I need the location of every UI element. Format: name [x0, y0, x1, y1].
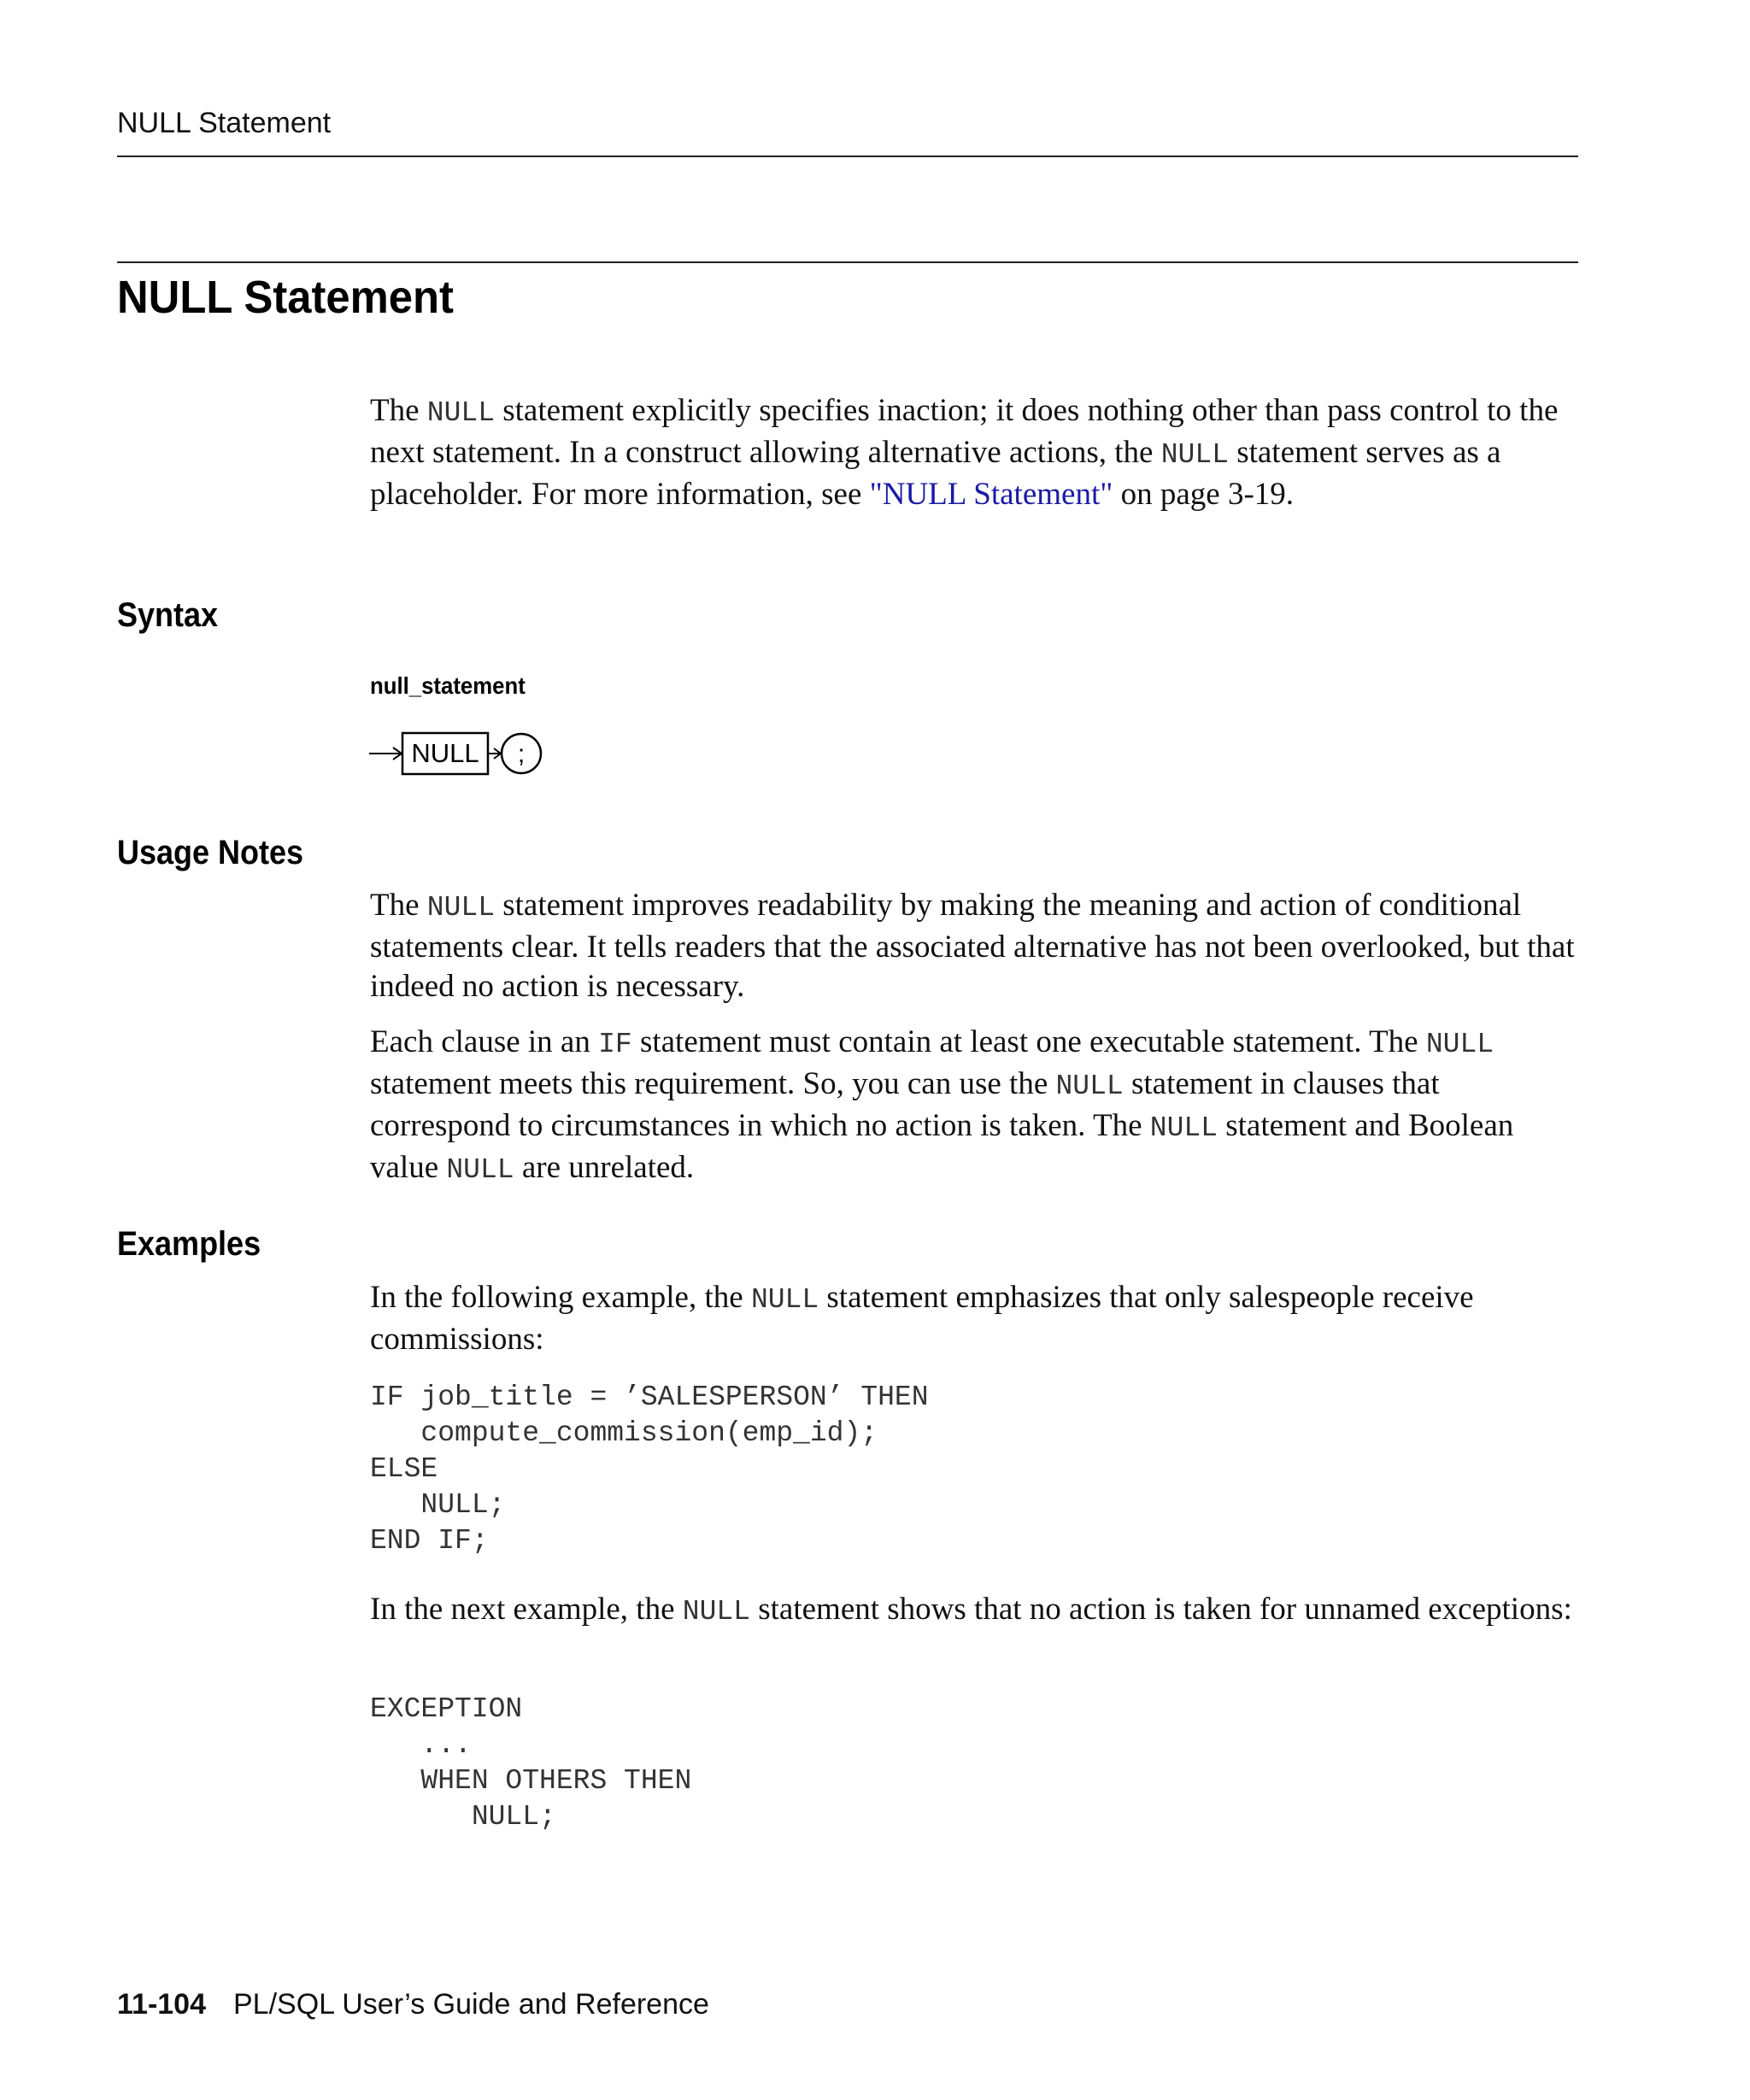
page-footer: [117, 1987, 709, 2021]
usage-notes-heading: Usage Notes: [117, 834, 304, 871]
connector-arrow: [488, 748, 501, 759]
semicolon-terminator: ;: [517, 740, 526, 768]
inline-code: NULL: [1160, 439, 1229, 471]
inline-code: NULL: [426, 397, 495, 429]
intro-paragraph: The NULL statement explicitly specifies inaction; it does nothing other than pass control to the next statement. In a construct allowing alternative actions, the NULL statement serves as a placeholder. For more information, see "NULL Statement" on page 3-19.: [370, 393, 1559, 512]
page-title: NULL Statement: [117, 272, 454, 323]
inline-code: NULL: [682, 1596, 750, 1628]
usage-notes-paragraph-2: Each clause in an IF statement must contain at least one executable statement. The NULL statement meets this requirement. So, you can use the NULL statement in clauses that correspond to circumstances in which no action is taken. The NULL statement and Boolean value NULL are unrelated.: [370, 1024, 1514, 1186]
inline-code: NULL: [426, 892, 495, 924]
running-header: NULL Statement: [117, 107, 332, 139]
null-keyword: NULL: [411, 738, 479, 768]
book-title: PL/SQL User’s Guide and Reference: [233, 1988, 709, 2021]
examples-paragraph-1: In the following example, the NULL statement emphasizes that only salespeople receive commissions:: [370, 1280, 1474, 1357]
usage-notes-paragraph-1: The NULL statement improves readability by making the meaning and action of conditional statements clear. It tells readers that the associated alternative has not been overlooked, but that indeed no action is necessary.: [370, 888, 1575, 1004]
code-example-2: EXCEPTION ... WHEN OTHERS THEN NULL;: [370, 1693, 692, 1833]
examples-heading: Examples: [117, 1225, 261, 1263]
inline-code: NULL: [1149, 1112, 1218, 1144]
inline-code: NULL: [750, 1284, 819, 1316]
page-number: 11-104: [117, 1988, 206, 2021]
inline-code: NULL: [446, 1154, 514, 1186]
inline-code: IF: [598, 1029, 632, 1060]
header-rule: [117, 155, 1578, 157]
cross-reference-link[interactable]: "NULL Statement": [869, 477, 1113, 512]
examples-paragraph-2: In the next example, the NULL statement shows that no action is taken for unnamed exceptions:: [370, 1592, 1572, 1628]
syntax-heading: Syntax: [117, 596, 219, 634]
entry-arrow: [369, 748, 402, 760]
inline-code: NULL: [1425, 1029, 1495, 1060]
code-example-1: IF job_title = ’SALESPERSON’ THEN compute_commission(emp_id); ELSE NULL; END IF;: [370, 1381, 929, 1557]
inline-code: NULL: [1055, 1071, 1124, 1102]
syntax-diagram: [366, 723, 554, 783]
title-rule: [117, 261, 1578, 263]
syntax-diagram-label: null_statement: [370, 672, 526, 699]
